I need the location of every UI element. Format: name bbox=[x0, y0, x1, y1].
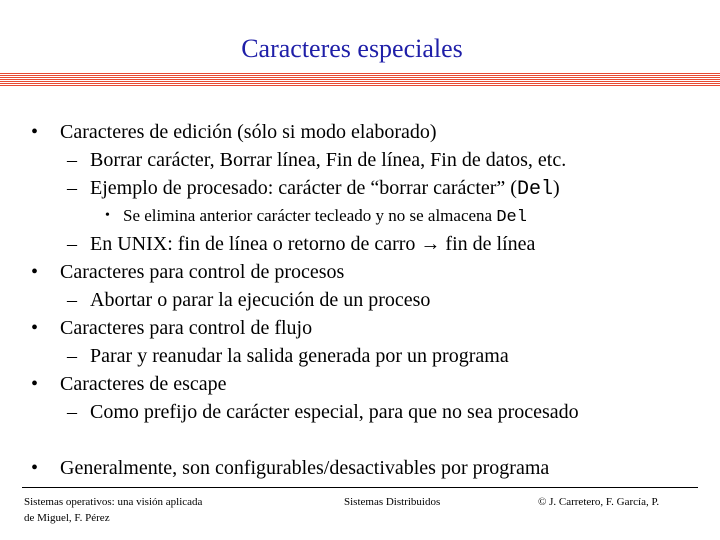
footer-book-authors: de Miguel, F. Pérez bbox=[24, 512, 110, 524]
content-line-level-1 bbox=[0, 118, 720, 146]
content-line-level-2 bbox=[0, 342, 720, 370]
line-text: Caracteres para control de flujo bbox=[60, 317, 313, 339]
dash-marker: – bbox=[67, 289, 77, 311]
bullet-marker: • bbox=[31, 373, 39, 395]
content-line-level-2 bbox=[0, 146, 720, 174]
dash-marker: – bbox=[67, 149, 77, 171]
line-text: ) bbox=[552, 177, 560, 199]
content-line-level-1 bbox=[0, 314, 720, 342]
content-line-level-2 bbox=[0, 286, 720, 314]
bullet-marker: • bbox=[105, 208, 110, 223]
line-text: Caracteres de escape bbox=[60, 373, 227, 395]
dash-marker: – bbox=[67, 401, 77, 423]
footer-course-name: Sistemas Distribuidos bbox=[344, 496, 441, 508]
line-text: En UNIX: fin de línea o retorno de carro → fin de línea bbox=[90, 233, 536, 255]
bullet-marker: • bbox=[31, 457, 39, 479]
line-text: Abortar o parar la ejecución de un proceso bbox=[90, 289, 431, 311]
footer-rule bbox=[22, 487, 698, 488]
line-text: Se elimina anterior carácter tecleado y no se almacena bbox=[123, 206, 497, 225]
dash-marker: – bbox=[67, 233, 77, 255]
title-rule-band bbox=[0, 73, 720, 86]
line-text: Ejemplo de procesado: carácter de “borrar carácter” ( bbox=[90, 177, 517, 199]
line-text: Parar y reanudar la salida generada por un programa bbox=[90, 345, 509, 367]
dash-marker: – bbox=[67, 177, 77, 199]
slide-content bbox=[0, 118, 720, 482]
line-text: Caracteres para control de procesos bbox=[60, 261, 345, 283]
line-spacer bbox=[0, 426, 720, 454]
content-line-level-2 bbox=[0, 230, 720, 258]
content-line-level-3 bbox=[0, 204, 720, 230]
line-text: Caracteres de edición (sólo si modo elaborado) bbox=[60, 121, 437, 143]
bullet-marker: • bbox=[31, 261, 39, 283]
line-text: Como prefijo de carácter especial, para que no sea procesado bbox=[90, 401, 579, 423]
bullet-marker: • bbox=[31, 317, 39, 339]
dash-marker: – bbox=[67, 345, 77, 367]
line-text: Generalmente, son configurables/desactivables por programa bbox=[60, 457, 550, 479]
key-name-text: Del bbox=[496, 208, 527, 227]
footer-book-reference bbox=[24, 494, 202, 526]
content-line-level-2 bbox=[0, 174, 720, 204]
content-line-level-1 bbox=[0, 258, 720, 286]
content-line-level-1 bbox=[0, 370, 720, 398]
footer-copyright: © J. Carretero, F. García, P. bbox=[538, 496, 660, 508]
content-line-level-1 bbox=[0, 454, 720, 482]
footer-book-title: Sistemas operativos: una visión aplicada bbox=[24, 496, 203, 508]
slide-title: Caracteres especiales bbox=[241, 34, 463, 63]
content-line-level-2 bbox=[0, 398, 720, 426]
line-text: Borrar carácter, Borrar línea, Fin de línea, Fin de datos, etc. bbox=[90, 149, 567, 171]
bullet-marker: • bbox=[31, 121, 39, 143]
key-name-text: Del bbox=[516, 178, 553, 201]
